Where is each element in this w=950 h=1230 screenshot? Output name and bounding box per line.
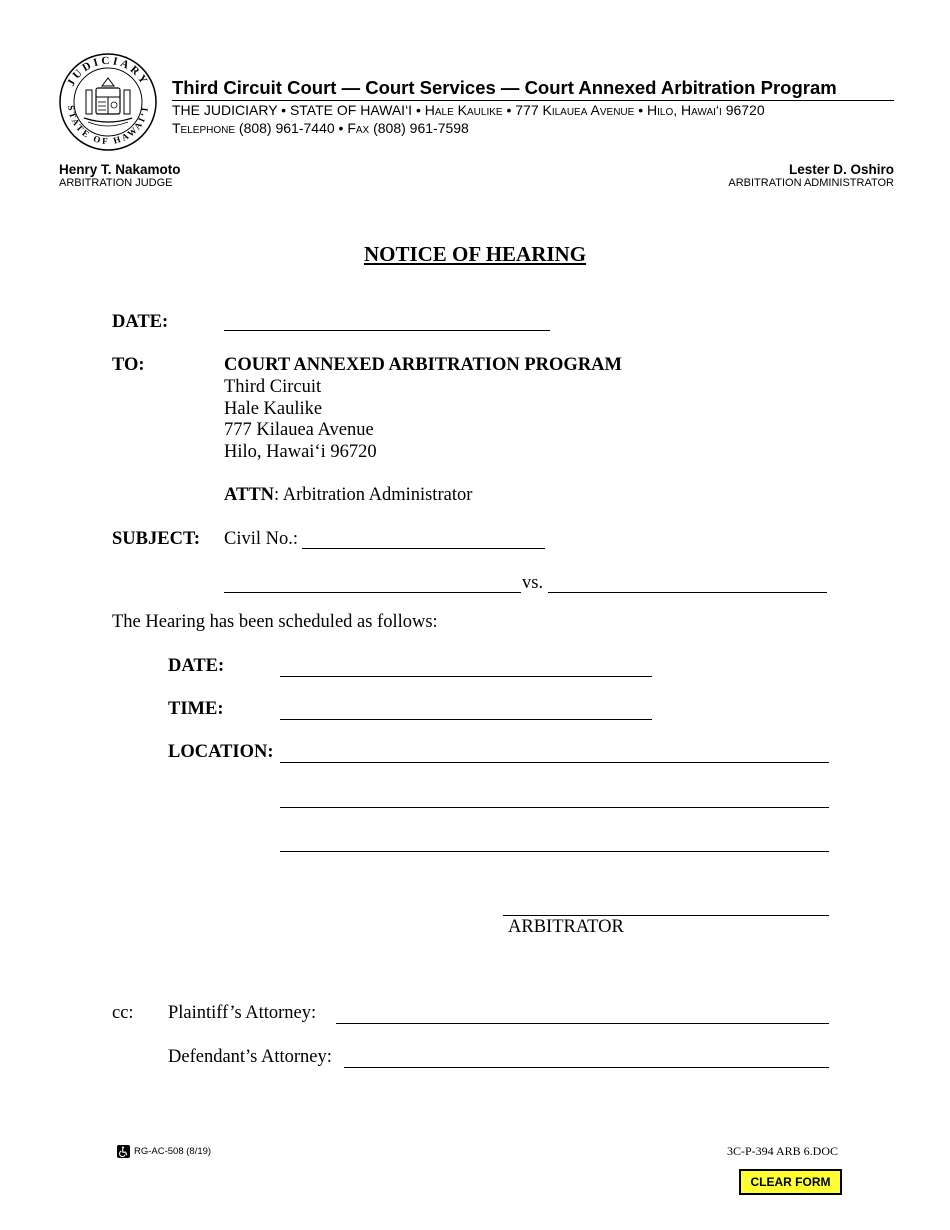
administrator-name: Lester D. Oshiro (788, 162, 894, 177)
to-circuit: Third Circuit (224, 376, 322, 397)
location-field-line-1[interactable] (280, 762, 829, 763)
to-street: 777 Kilauea Avenue (224, 420, 374, 441)
to-address-block (224, 355, 622, 464)
cc-label: cc: (112, 1003, 134, 1023)
attn-value: : Arbitration Administrator (274, 485, 473, 505)
accessibility-icon (117, 1145, 130, 1158)
date-label: DATE: (112, 312, 169, 332)
vs-label: vs. (522, 573, 544, 593)
hearing-time-label: TIME: (168, 699, 224, 719)
judge-name: Henry T. Nakamoto (59, 162, 181, 177)
hearing-time-field[interactable] (280, 719, 652, 720)
judge-title: ARBITRATION JUDGE (59, 177, 173, 189)
date-field[interactable] (224, 330, 550, 331)
administrator-title: ARBITRATION ADMINISTRATOR (728, 177, 894, 189)
subject-label: SUBJECT: (112, 529, 201, 549)
to-city: Hilo, Hawai‘i 96720 (224, 442, 377, 463)
civil-no-label: Civil No.: (224, 529, 299, 549)
header-divider (172, 100, 894, 101)
header-title: Third Circuit Court — Court Services — Court Annexed Arbitration Program (172, 77, 837, 98)
location-label: LOCATION: (168, 742, 274, 762)
plaintiff-party-field[interactable] (224, 592, 521, 593)
document-code: 3C-P-394 ARB 6.DOC (726, 1144, 838, 1158)
seal-bottom-text: STATE OF HAWAI‘I (65, 104, 151, 147)
seal-top-text: JUDICIARY (65, 54, 151, 89)
arbitrator-label: ARBITRATOR (508, 917, 624, 937)
location-field-line-2[interactable] (280, 807, 829, 808)
defendant-attorney-field[interactable] (344, 1067, 829, 1068)
header-address: THE JUDICIARY • STATE OF HAWAI‘I • Hale Kaulike • 777 Kilauea Avenue • Hilo, Hawai‘i 96720 (172, 102, 765, 118)
header-phone-fax: Telephone (808) 961-7440 • Fax (808) 961-7598 (172, 120, 469, 136)
attn-line (224, 485, 472, 507)
defendant-attorney-label: Defendant’s Attorney: (168, 1047, 332, 1067)
to-label: TO: (112, 355, 145, 375)
to-building: Hale Kaulike (224, 398, 323, 419)
page-title: NOTICE OF HEARING (363, 242, 587, 266)
hearing-date-field[interactable] (280, 676, 652, 677)
form-code: RG-AC-508 (8/19) (134, 1146, 212, 1157)
plaintiff-attorney-field[interactable] (336, 1023, 829, 1024)
attn-label: ATTN (224, 485, 275, 505)
plaintiff-attorney-label: Plaintiff’s Attorney: (168, 1003, 317, 1023)
scheduled-text: The Hearing has been scheduled as follows: (112, 612, 438, 632)
to-program: COURT ANNEXED ARBITRATION PROGRAM (224, 355, 622, 375)
defendant-party-field[interactable] (548, 592, 827, 593)
arbitrator-signature-field[interactable] (503, 915, 829, 916)
clear-form-button[interactable]: CLEAR FORM (739, 1169, 842, 1195)
location-field-line-3[interactable] (280, 851, 829, 852)
civil-no-field[interactable] (302, 548, 545, 549)
judiciary-seal (58, 52, 158, 152)
svg-text:JUDICIARY (65, 55, 151, 89)
hearing-date-label: DATE: (168, 656, 225, 676)
